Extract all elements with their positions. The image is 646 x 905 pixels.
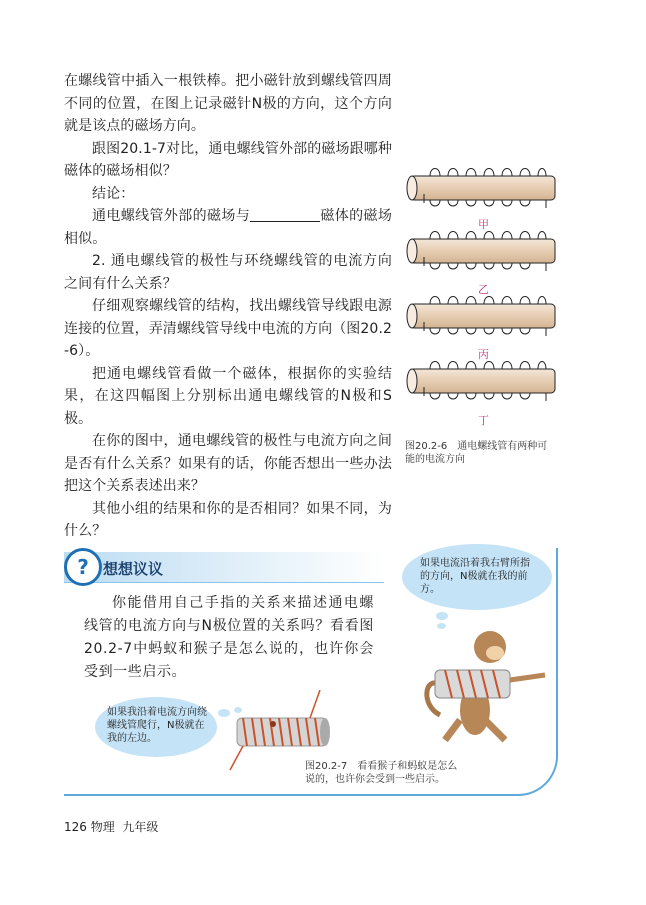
ant-speech-bubble — [95, 697, 217, 757]
monkey-with-solenoid-illustration — [420, 625, 555, 745]
figure-label-ding: 丁 — [478, 414, 489, 427]
discussion-title: 想想议议 — [103, 560, 164, 578]
figure-caption: 图20.2-6 通电螺线管有两种可能的电流方向 — [405, 441, 548, 465]
page-footer — [64, 818, 158, 835]
subject: 物理 — [90, 820, 115, 834]
paragraph: 其他小组的结果和你的是否相同？如果不同，为什么？ — [64, 500, 392, 539]
paragraph: 跟图20.1-7对比，通电螺线管外部的磁场跟哪种磁体的磁场相似？ — [64, 140, 392, 179]
paragraph: 在你的图中，通电螺线管的极性与电流方向之间是否有什么关系？如果有的话，你能否想出一些办法把这个关系表述出来？ — [64, 433, 392, 494]
thought-dot — [436, 612, 448, 620]
figure-label-yi: 乙 — [478, 283, 489, 296]
conclusion-text-before: 通电螺线管外部的磁场与 — [92, 208, 251, 224]
discussion-icon: ? — [64, 548, 102, 586]
grade: 九年级 — [122, 820, 159, 834]
conclusion-text-after: 磁体的磁场相似。 — [64, 208, 392, 247]
discussion-text: 你能借用自己手指的关系来描述通电螺线管的电流方向与N极位置的关系吗？看看图20.2-7中蚂蚁和猴子是怎么说的，也许你会受到一些启示。 — [84, 595, 374, 680]
monkey-speech-bubble — [402, 544, 552, 610]
paragraph: 仔细观察螺线管的结构，找出螺线管导线跟电源连接的位置，弄清螺线管导线中电流的方向（图20.2-6）。 — [64, 298, 392, 359]
conclusion-sentence — [64, 205, 392, 250]
figure-20-2-7-caption: 图20.2-7 看看猴子和蚂蚁是怎么说的，也许你会受到一些启示。 — [305, 761, 458, 785]
page-number: 126 — [64, 820, 87, 834]
conclusion-label: 结论： — [92, 185, 135, 202]
monkey-bubble-text: 如果电流沿着我右臂所指的方向，N极就在我的前方。 — [420, 558, 530, 595]
figure-label-jia: 甲 — [478, 218, 489, 231]
body-text — [64, 70, 392, 543]
ant-bubble-text: 如果我沿着电流方向绕螺线管爬行，N极就在我的左边。 — [107, 707, 207, 744]
paragraph: 把通电螺线管看做一个磁体，根据你的实验结果，在这四幅图上分别标出通电螺线管的N极和S极。 — [64, 365, 392, 427]
paragraph: 在螺线管中插入一根铁棒。把小磁针放到螺线管四周不同的位置，在图上记录磁针N极的方向，这个方向就是该点的磁场方向。 — [64, 73, 392, 134]
fill-in-blank[interactable] — [250, 207, 320, 222]
solenoid — [407, 169, 555, 209]
figure-label-bing: 丙 — [478, 348, 489, 361]
question-heading: 2. 通电螺线管的极性与环绕螺线管的电流方向之间有什么关系？ — [64, 253, 392, 292]
